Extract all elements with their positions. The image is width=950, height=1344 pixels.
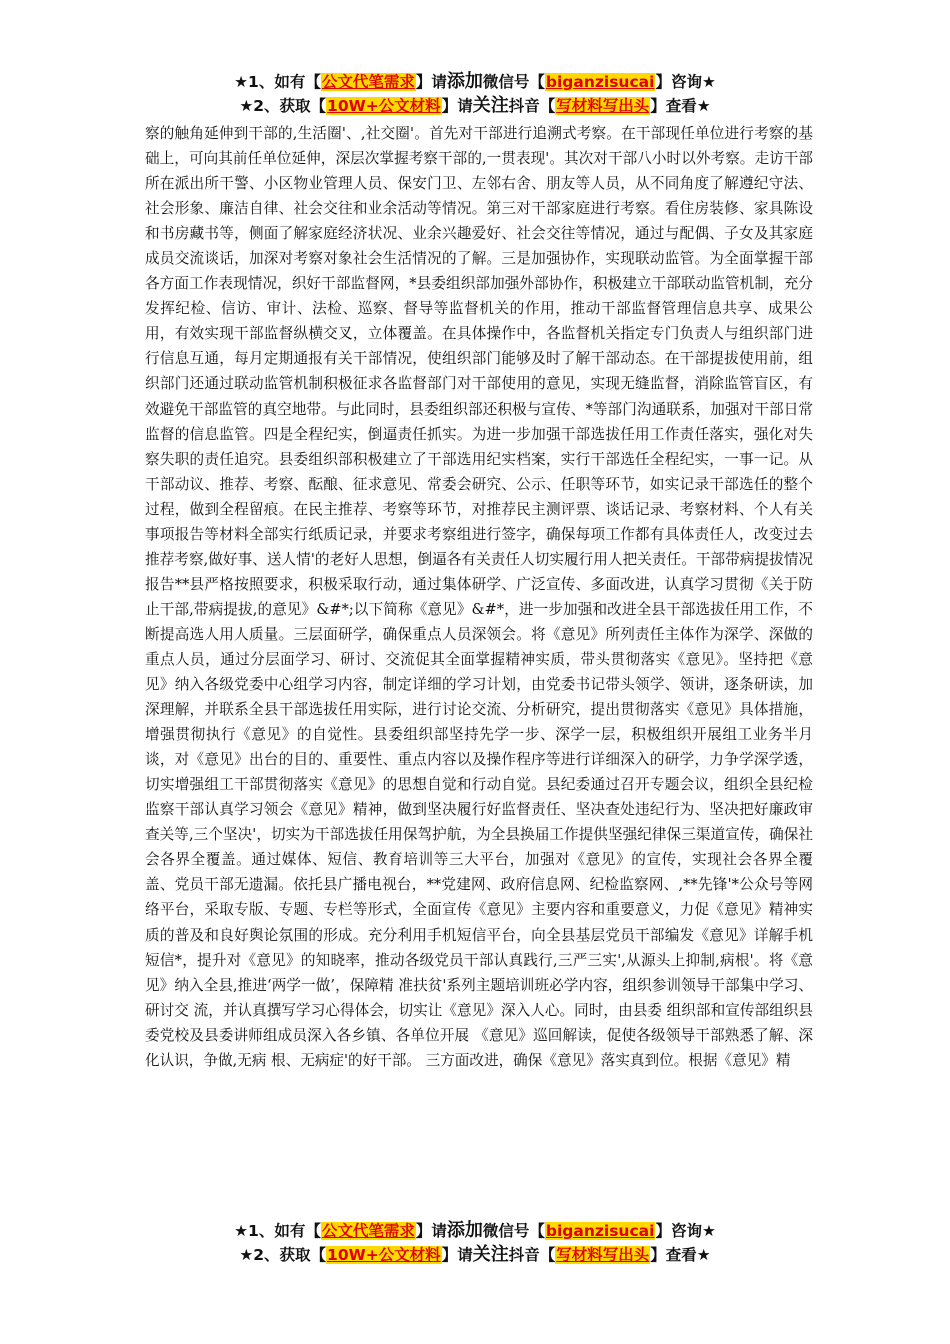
header-highlight-2: 10W+公文材料 (327, 97, 441, 115)
wechat-id: biganzisucai (545, 73, 655, 91)
footer-douyin-id: 写材料写出头 (556, 1246, 650, 1264)
document-body (145, 121, 813, 1073)
footer-wechat-id: biganzisucai (545, 1222, 655, 1240)
footer-line-2: ★2、获取【10W+公文材料】请关注抖音【写材料写出头】查看★ (239, 1244, 711, 1265)
header-line-1: ★1、如有【公文代笔需求】请添加微信号【biganzisucai】咨询★ (234, 71, 716, 92)
footer-line-1: ★1、如有【公文代笔需求】请添加微信号【biganzisucai】咨询★ (234, 1220, 716, 1241)
header-highlight-1: 公文代笔需求 (321, 73, 415, 91)
footer-highlight-1: 公文代笔需求 (321, 1222, 415, 1240)
douyin-id: 写材料写出头 (556, 97, 650, 115)
header-line-2: ★2、获取【10W+公文材料】请关注抖音【写材料写出头】查看★ (239, 95, 711, 116)
body-paragraph: 察的触角延伸到干部的,生活圈'、,社交圈'。首先对干部进行追溯式考察。在干部现任单位进行考察的基础上，可向其前任单位延伸，深层次掌握考察干部的,一贯表现'。其次对干部八小时以外考察。走访干部所在派出所干警、小区物业管理人员、保安门卫、左邻右舍、朋友等人员，从不同角度了解遵纪守法、社会形象、廉洁自律、社会交往和业余活动等情况。第三对干部家庭进行考察。看住房装修、家具陈设和书房藏书等，侧面了解家庭经济状况、业余兴趣爱好、社会交往等情况，通过与配偶、子女及其家庭成员交流谈话，加深对考察对象社会生活情况的了解。三是加强协作，实现联动监管。为全面掌握干部各方面工作表现情况，织好干部监督网，*县委组织部加强外部协作，积极建立干部联动监管机制，充分发挥纪检、信访、审计、法检、巡察、督导等监督机关的作用，推动干部监督管理信息共享、成果公用，有效实现干部监督纵横交叉，立体覆盖。在具体操作中，各监督机关指定专门负责人与组织部门进行信息互通，每月定期通报有关干部情况，使组织部门能够及时了解干部动态。在干部提拔使用前，组织部门还通过联动监管机制积极征求各监督部门对干部使用的意见，实现无缝监督，消除监管盲区，有效避免干部监管的真空地带。与此同时，县委组织部还积极与宣传、*等部门沟通联系，加强对干部日常监督的信息监管。四是全程纪实，倒逼责任抓实。为进一步加强干部选拔任用工作责任落实，强化对失察失职的责任追究。县委组织部积极建立了干部选用纪实档案，实行干部选任全程纪实，一事一记。从干部动议、推荐、考察、酝酿、征求意见、常委会研究、公示、任职等环节，如实记录干部选任的整个过程，做到全程留痕。在民主推荐、考察等环节，对推荐民主测评票、谈话记录、考察材料、个人有关事项报告等材料全部实行纸质记录，并要求考察组进行签字，确保每项工作都有具体责任人，改变过去推荐考察,做好事、送人情'的老好人思想，倒逼各有关责任人切实履行用人把关责任。干部带病提拔情况报告**县严格按照要求，积极采取行动，通过集体研学、广泛宣传、多面改进，认真学习贯彻《关于防止干部,带病提拔,的意见》&#*;以下简称《意见》&#*，进一步加强和改进全县干部选拔任用工作，不断提高选人用人质量。三层面研学，确保重点人员深领会。将《意见》所列责任主体作为深学、深做的重点人员，通过分层面学习、研讨、交流促其全面掌握精神实质，带头贯彻落实《意见》。坚持把《意见》纳入各级党委中心组学习内容，制定详细的学习计划，由党委书记带头领学、领讲，逐条研读，加深理解，并联系全县干部选拔任用实际，进行讨论交流、分析研究，提出贯彻落实《意见》具体措施，增强贯彻执行《意见》的自觉性。县委组织部坚持先学一步、深学一层，积极组织开展组工业务半月谈，对《意见》出台的目的、重要性、重点内容以及操作程序等进行详细深入的研学，力争学深学透，切实增强组工干部贯彻落实《意见》的思想自觉和行动自觉。县纪委通过召开专题会议，组织全县纪检监察干部认真学习领会《意见》精神，做到坚决履行好监督责任、坚决查处违纪行为、坚决把好廉政审查关等,三个坚决'，切实为干部选拔任用保驾护航，为全县换届工作提供坚强纪律保三渠道宣传，确保社会各界全覆盖。通过媒体、短信、教育培训等三大平台，加强对《意见》的宣传，实现社会各界全覆盖、党员干部无遗漏。依托县广播电视台，**党建网、政府信息网、纪检监察网、,**先锋'*公众号等网络平台，采取专版、专题、专栏等形式，全面宣传《意见》主要内容和重要意义，力促《意见》精神实质的普及和良好舆论氛围的形成。充分利用手机短信平台，向全县基层党员干部编发《意见》详解手机短信*，提升对《意见》的知晓率，推动各级党员干部认真践行,三严三实',从源头上抑制,病根'。将《意见》纳入全县,推进‘两学一做’，保障精 准扶贫'系列主题培训班必学内容，组织参训领导干部集中学习、研讨交 流，并认真撰写学习心得体会，切实让《意见》深入人心。同时，由县委 组织部和宣传部组织县委党校及县委讲师组成员深入各乡镇、各单位开展 《意见》巡回解读，促使各级领导干部熟悉了解、深化认识，争做,无病 根、无病症'的好干部。 三方面改进，确保《意见》落实真到位。根据《意见》精 (145, 125, 813, 1069)
footer-highlight-2: 10W+公文材料 (327, 1246, 441, 1264)
